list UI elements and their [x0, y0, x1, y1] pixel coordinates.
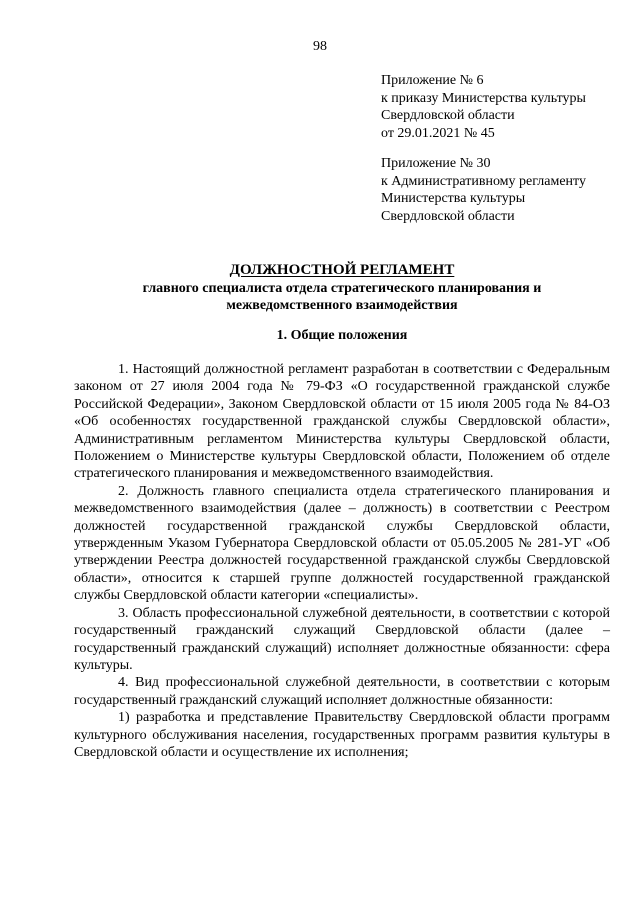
title-line-main: ДОЛЖНОСТНОЙ РЕГЛАМЕНТ	[229, 262, 455, 278]
appendix-line: Приложение № 30	[381, 156, 491, 171]
title-line-position: главного специалиста отдела стратегического планирования и	[142, 280, 542, 296]
document-title	[74, 262, 610, 315]
appendix-reference-regulation	[381, 155, 631, 225]
appendix-reference-order	[381, 72, 631, 142]
title-line-department: межведомственного взаимодействия	[226, 298, 458, 313]
appendix-line: Свердловской области	[381, 108, 515, 123]
appendix-line: от 29.01.2021 № 45	[381, 125, 495, 141]
page-number: 98	[313, 39, 327, 54]
body-text	[74, 361, 610, 761]
paragraph: 3. Область профессиональной служебной деятельности, в соответствии с которой государственный гражданский служащий Свердловской области (далее – государственный гражданский служащий) исполняет должностные обязанности: сфера культуры.	[74, 605, 610, 673]
appendix-line: к приказу Министерства культуры	[381, 90, 586, 106]
appendix-line: Приложение № 6	[381, 73, 484, 88]
section-heading: 1. Общие положения	[276, 328, 408, 343]
paragraph: 1. Настоящий должностной регламент разработан в соответствии с Федеральным законом от 27 июля 2004 года № 79-ФЗ «О государственной гражданской службе Российской Федерации», Законом Свердловской области от 15 июля 2005 года № 84-ОЗ «Об особенностях государственной гражданской службы Свердловской области», Административным регламентом Министерства культуры Свердловской области, Положением о Министерстве культуры Свердловской области, Положением об отделе стратегического планирования и межведомственного взаимодействия.	[74, 362, 610, 482]
paragraph: 4. Вид профессиональной служебной деятельности, в соответствии с которым государственный гражданский служащий исполняет должностные обязанности:	[74, 675, 610, 708]
appendix-line: Свердловской области	[381, 208, 515, 224]
paragraph: 2. Должность главного специалиста отдела стратегического планирования и межведомственного взаимодействия (далее – должность) в соответствии с Реестром должностей государственной гражданской службы Свердловской области, утвержденным Указом Губернатора Свердловской области от 05.05.2005 № 281-УГ «Об утверждении Реестра должностей государственной гражданской службы Свердловской области», относится к старшей группе должностей государственной гражданской службы Свердловской области категории «специалисты».	[74, 483, 610, 604]
appendix-line: Министерства культуры	[381, 191, 526, 206]
paragraph: 1) разработка и представление Правительству Свердловской области программ культурного обслуживания населения, государственных программ развития культуры в Свердловской области и осуществление их исполнения;	[74, 710, 610, 760]
appendix-line: к Административному регламенту	[381, 173, 586, 189]
